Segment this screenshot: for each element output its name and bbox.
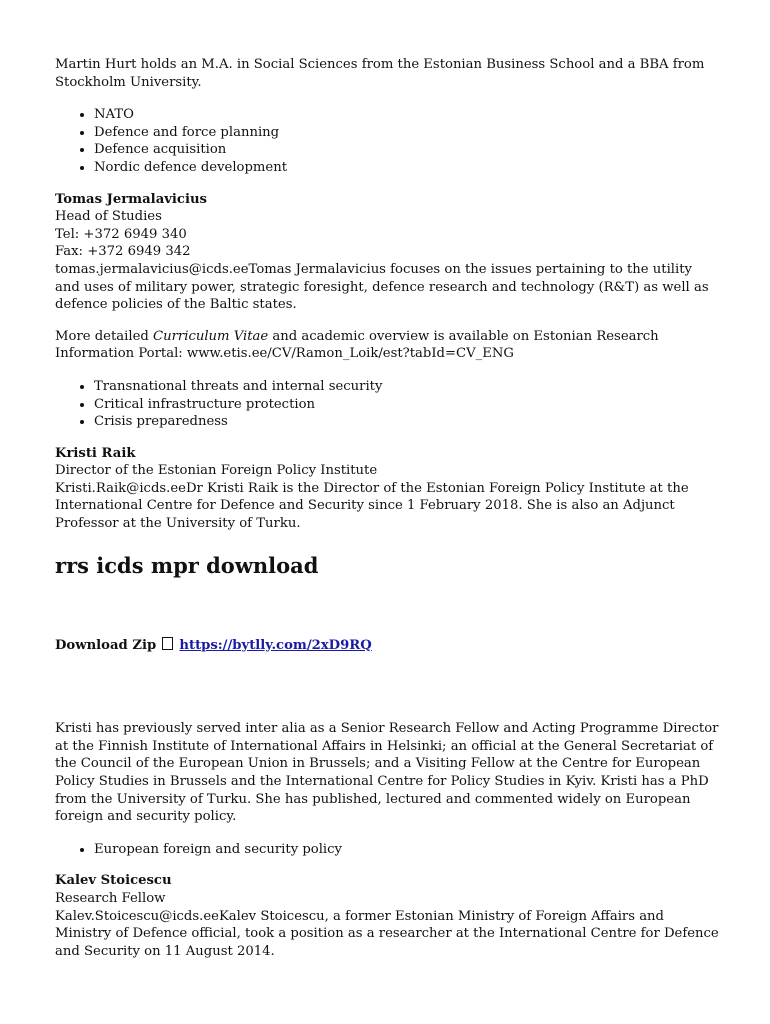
loik-topics-list bbox=[55, 378, 720, 431]
fax-number: Fax: +372 6949 342 bbox=[55, 244, 191, 260]
person-name: Kalev Stoicescu bbox=[55, 873, 172, 889]
person-name: Kristi Raik bbox=[55, 445, 136, 461]
list-item: • Defence acquisition bbox=[94, 141, 720, 159]
raik-profile bbox=[55, 445, 720, 533]
hurt-topics-list bbox=[55, 106, 720, 176]
list-item: • Critical infrastructure protection bbox=[94, 396, 720, 414]
raik-topics-list bbox=[55, 841, 720, 859]
jermalavicius-profile bbox=[55, 191, 720, 314]
list-item: • Defence and force planning bbox=[94, 124, 720, 142]
hurt-bio-paragraph: Martin Hurt holds an M.A. in Social Sciences from the Estonian Business School and a BBA from Stockholm University. bbox=[55, 57, 705, 90]
person-title: Director of the Estonian Foreign Policy Institute bbox=[55, 463, 378, 479]
list-item: • Crisis preparedness bbox=[94, 413, 720, 431]
cv-italic: Curriculum Vitae bbox=[153, 328, 269, 344]
stoicescu-profile bbox=[55, 872, 720, 960]
phone-number: Tel: +372 6949 340 bbox=[55, 226, 187, 242]
missing-glyph-icon bbox=[162, 637, 173, 650]
cv-suffix: and academic overview is available on Estonian Research Information Portal: www.etis.ee/CV/Ramon_Loik/est?tabId=CV_ENG bbox=[55, 328, 659, 362]
raik-more-paragraph: Kristi has previously served inter alia as a Senior Research Fellow and Acting Programme Director at the Finnish Institute of International Affairs in Helsinki; an official at the General Secretariat of the Council of the European Union in Brussels; and a Visiting Fellow at the Centre for European Policy Studies in Brussels and the International Centre for Policy Studies in Kyiv. Kristi has a PhD from the University of Turku. She has published, lectured and commented widely on European foreign and security policy. bbox=[55, 721, 719, 825]
list-item: • European foreign and security policy bbox=[94, 841, 720, 859]
section-heading: rrs icds mpr download bbox=[55, 552, 319, 578]
person-bio: Kalev.Stoicescu@icds.eeKalev Stoicescu, a former Estonian Ministry of Foreign Affairs and Ministry of Defence official, took a position as a researcher at the International Centre for Defence and Security on 11 August 2014. bbox=[55, 908, 719, 959]
person-name: Tomas Jermalavicius bbox=[55, 191, 207, 207]
download-link[interactable]: https://bytlly.com/2xD9RQ bbox=[179, 637, 372, 653]
list-item: • Transnational threats and internal security bbox=[94, 378, 720, 396]
person-bio: Kristi.Raik@icds.eeDr Kristi Raik is the Director of the Estonian Foreign Policy Institute at the International Centre for Defence and Security since 1 February 2018. She is also an Adjunct Professor at the University of Turku. bbox=[55, 480, 689, 532]
download-label: Download Zip bbox=[55, 637, 157, 653]
list-item: • Nordic defence development bbox=[94, 159, 720, 177]
person-title: Head of Studies bbox=[55, 209, 162, 225]
list-item: • NATO bbox=[94, 106, 720, 124]
cv-prefix: More detailed bbox=[55, 328, 154, 344]
download-line bbox=[55, 637, 720, 655]
person-title: Research Fellow bbox=[55, 891, 166, 906]
person-bio: tomas.jermalavicius@icds.eeTomas Jermalavicius focuses on the issues pertaining to the utility and uses of military power, strategic foresight, defence research and technology (R&T) as well as defence policies of the Baltic states. bbox=[55, 261, 709, 313]
cv-paragraph bbox=[55, 328, 720, 363]
